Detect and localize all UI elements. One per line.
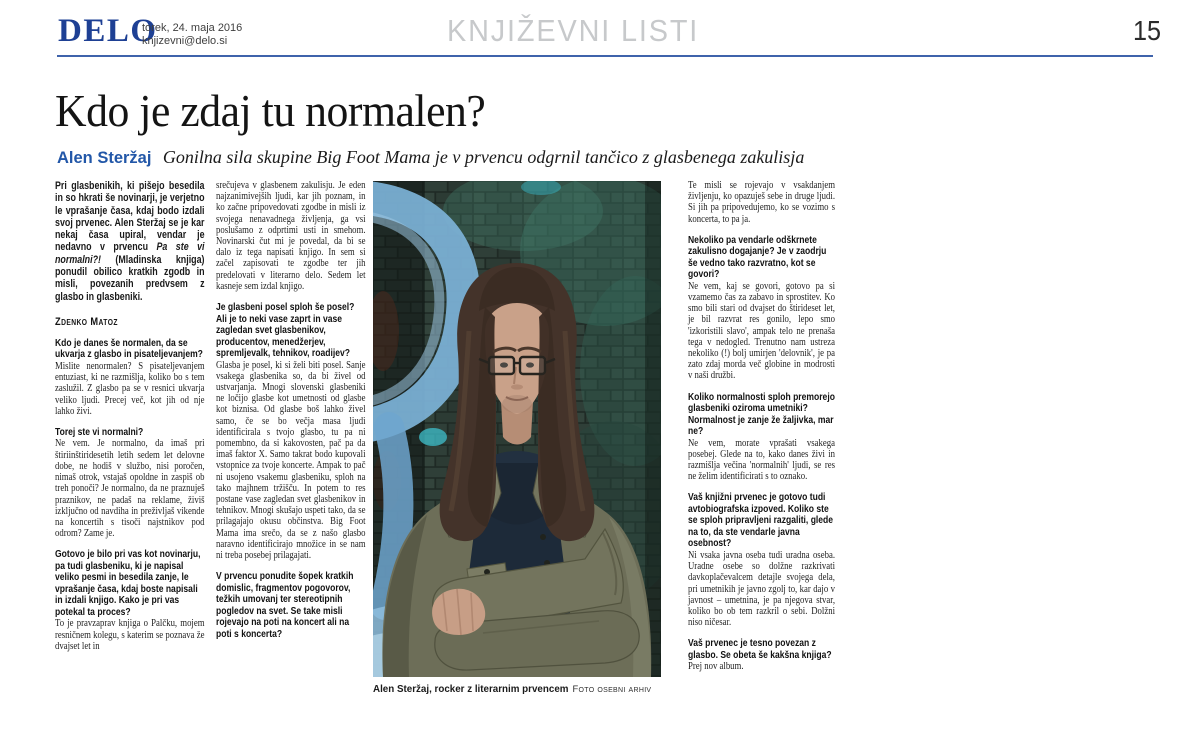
answer: Prej nov album. [688, 661, 744, 673]
lead-text-end: (Mladinska knjiga) ponudil obilico kratkih zgodb in misli, povezanih predvsem z glasbo in glasbeniki. [55, 253, 205, 303]
question: Gotovo je bilo pri vas kot novinarju, pa tudi glasbeniku, ki je napisal veliko pesmi in besedila zanje, le vprašanje časa, kdaj boste napisali in izdali knjigo. Kako je pri vas potekal ta proces? [55, 549, 201, 618]
lead-text: Pri glasbenikih, ki pišejo besedila in so hkrati še novinarji, je verjetno le vprašanje časa, kdaj bodo izdali svoj prvenec. Alen Steržaj se je kar nekaj časa upiral, vendar je nedavno v prvencu [55, 180, 205, 254]
contact-email: knjizevni@delo.si [142, 35, 228, 47]
caption-text: Alen Steržaj, rocker z literarnim prvencem [373, 684, 569, 695]
answer: Ne vem. Je normalno, da imaš pri štiriinštiridesetih letih sedem let delovne dobe, ne hodiš v službo, nisi poročen, nimaš otrok, vstajaš opoldne in zaspiš ob treh ponoči? Je normalno, da ne praznuješ praznikov, ne padaš na reklame, živiš izključno od navdiha in preživljaš vikende na koncertih s tisoči najstnikov pod odrom? Zame je. [55, 438, 205, 540]
question: Nekoliko pa vendarle odškrnete zakulisno dogajanje? Je v zaodrju še vedno tako razvratno, kot se govori? [688, 234, 827, 281]
question: Torej ste vi normalni? [55, 426, 144, 438]
section-title: KNJIŽEVNI LISTI [447, 13, 700, 48]
question: Vaš prvenec je tesno povezan z glasbo. Se obeta še kakšna knjiga? [688, 638, 832, 661]
lead-paragraph [55, 180, 205, 303]
headline: Kdo je zdaj tu normalen? [55, 85, 486, 136]
issue-date: torek, 24. maja 2016 [142, 22, 243, 34]
portrait-photo [373, 181, 661, 677]
photo-credit: Foto osebni arhiv [572, 683, 652, 694]
answer: Ne vem, kaj se govori, gotovo pa si vzamemo čas za zabavo in sprostitev. Ko smo bili stari od dvajset do štirideset let, je bil razvrat res gonilo, lepo smo 'izkoristili slavo', ampak telo ne prenaša tega v nedogled. Trenutno nam ustreza nekoliko (!) bolj umirjen 'delovnik', je pa zato zdaj morda več globine in modrosti v naši družbi. [688, 280, 835, 382]
byline: Zdenko Matoz [55, 315, 118, 328]
delo-logo: DELO [58, 13, 158, 49]
answer-continued: srečujeva v glasbenem zakulisju. Je eden najzanimivejših ljudi, kar jih poznam, in ko začne pripovedovati zgodbe in misli iz svojega nenavadnega življenja, ga vsi poslušamo z odprtimi usti in smehom. Novinarski čut mi je povedal, da bi se dalo iz tega napisati knjigo. In sem si začel zapisovati te zgodbe ter jih predelovati v literarno delo. Sedem let kasneje sem izdal knjigo. [216, 180, 366, 292]
question: Je glasbeni posel sploh še posel? Ali je to neki vase zaprt in vase zagledan svet glasbenikov, producentov, menedžerjev, spremljevalk, tehnikov, roadijev? [216, 302, 355, 360]
page-number: 15 [1133, 15, 1162, 46]
interviewee-name: Alen Steržaj [57, 149, 152, 167]
question: Koliko normalnosti sploh premorejo glasbeniki oziroma umetniki? Normalnost je zanje že žaljivka, mar ne? [688, 391, 835, 438]
question: Vaš knjižni prvenec je gotovo tudi avtobiografska izpoved. Koliko ste se sploh pripravljeni razgaliti, glede na to, da ste vendarle javna osebnost? [688, 492, 834, 550]
lead-book-title: Pa ste vi normalni?! [55, 241, 205, 266]
issue-info [142, 22, 242, 48]
question: V prvencu ponudite šopek kratkih domislic, fragmentov pogovorov, težkih umovanj ter stereotipnih pogledov na svet. Se take misli rojevajo na poti na koncert ali na poti s koncerta? [216, 571, 354, 640]
answer: Mislite nenormalen? S pisateljevanjem entuziast, ki ne razmišlja, koliko bo s tem zaslužil. Z glasbo pa se v resnici ukvarja veliko ljudi. Precej več, kot jih od nje lahko živi. [55, 360, 205, 417]
answer-continued: Te misli se rojevajo v vsakdanjem življenju, ko opazuješ sebe in druge ljudi. Si jih pa pripovedujemo, ko se vozimo s koncerta, to pa ja. [688, 180, 835, 225]
text-column-3 [688, 180, 835, 673]
answer: Ni vsaka javna oseba tudi uradna oseba. Uradne osebe so dolžne razkrivati davkoplačevalcem detajle svojega dela, pri umetnikih je javno zgolj to, kar dajo v javnost – umetnina, je pa njegova stvar, koliko bo ob tem razkril o sebi. Dolžni niso ničesar. [688, 549, 835, 629]
subhead [57, 147, 804, 168]
text-column-2 [216, 180, 366, 640]
photo-block [373, 181, 661, 696]
photo-caption [373, 683, 693, 696]
text-column-1 [55, 180, 205, 652]
answer: To je pravzaprav knjiga o Palčku, mojem resničnem kolegu, s katerim se poznava že dvajset let in [55, 618, 205, 652]
answer: Glasba je posel, ki si želi biti posel. Sanje vsakega glasbenika so, da bi živel od ustvarjanja. Mnogi slovenski glasbeniki ne ločijo glasbe kot umetnosti od glasbe kot biznisa. Od glasbe boš lahko živel samo, če se bo večja masa ljudi identificirala s tvojo glasbo, tu pa ni pomembno, da si kakovosten, pač pa da imaš faktor X. Samo takrat bodo kupovali vstopnice za tvoje koncerte. Ampak to pač ni usojeno vsakemu glasbeniku, sploh na tako majhnem tržišču. In potem to res postane vase zagledan svet glasbenikov in tehnikov. Mnogi skušajo uspeti tako, da se prilagajajo okusu občinstva. Big Foot Mama ima srečo, da se z našo glasbo naravno identificirajo množice in se nam ni treba posebej prilagajati. [216, 359, 366, 561]
subhead-text: Gonilna sila skupine Big Foot Mama je v prvencu odgrnil tančico z glasbenega zakulisja [162, 147, 805, 167]
header-rule [57, 55, 1153, 57]
question: Kdo je danes še normalen, da se ukvarja z glasbo in pisateljevanjem? [55, 337, 203, 361]
answer: Ne vem, morate vprašati vsakega posebej. Glede na to, kako danes živi in razmišlja večina 'normalnih' ljudi, se res ne želim identificirati s to oznako. [688, 437, 835, 483]
